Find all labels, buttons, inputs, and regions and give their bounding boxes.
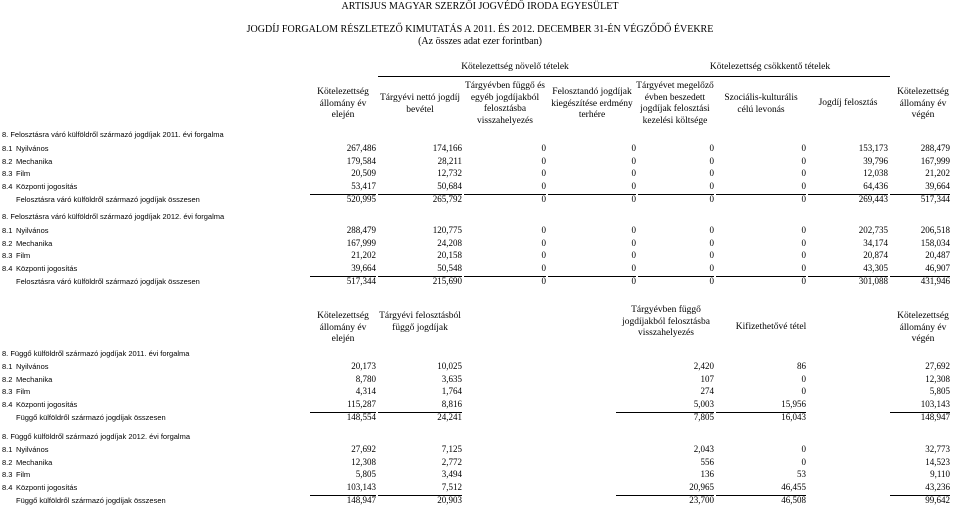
total-cell: 16,043	[781, 412, 806, 423]
total-cell: 0	[541, 276, 546, 287]
row-label: Mechanika	[16, 457, 53, 467]
total-cell: 148,947	[920, 412, 950, 423]
table-cell: 0	[631, 250, 636, 261]
total-cell: 301,088	[858, 276, 888, 287]
table-cell: 0	[709, 168, 714, 179]
table-cell: 0	[801, 143, 806, 153]
total-cell: 265,792	[432, 194, 462, 205]
t2-col-payable-header: Kifizethetővé tétel	[735, 322, 807, 332]
table-cell: 267,486	[346, 143, 376, 153]
table-cell: 12,308	[351, 456, 376, 467]
table-cell: 3,494	[441, 469, 462, 480]
table-cell: 20,158	[437, 250, 462, 261]
table-cell: 28,211	[437, 155, 462, 166]
total-cell: 23,700	[689, 495, 714, 505]
table-cell: 0	[631, 143, 636, 153]
row-code: 8.1	[2, 445, 13, 454]
table-cell: 0	[801, 262, 806, 273]
table-cell: 15,956	[781, 398, 806, 409]
table-cell: 158,034	[920, 237, 950, 248]
table-cell: 34,174	[863, 237, 888, 248]
report-subtitle: (Az összes adat ezer forintban)	[418, 36, 542, 47]
row-code: 8.4	[2, 181, 13, 191]
table-cell: 43,305	[863, 262, 888, 273]
total-cell: 7,805	[693, 412, 714, 423]
row-label: Nyilvános	[16, 226, 49, 235]
table-cell: 20,965	[689, 481, 714, 492]
row-code: 8.3	[2, 470, 13, 480]
table-cell: 0	[631, 225, 636, 235]
total-cell: 0	[709, 276, 714, 287]
table-cell: 46,455	[781, 481, 806, 492]
section-title: 8. Felosztásra váró külföldről származó jogdíjak 2011. évi forgalma	[2, 130, 224, 139]
table-cell: 5,805	[929, 386, 950, 397]
total-cell: 517,344	[920, 194, 950, 205]
total-cell: 20,903	[437, 495, 462, 505]
table-cell: 206,518	[920, 225, 950, 235]
table-cell: 0	[709, 250, 714, 261]
table-cell: 32,773	[925, 444, 950, 454]
row-code: 8.3	[2, 251, 13, 261]
total-label: Felosztásra váró külföldről származó jogdíjak összesen	[16, 195, 200, 205]
table-cell: 115,287	[347, 398, 376, 409]
row-code: 8.3	[2, 169, 13, 179]
table-cell: 20,874	[863, 250, 888, 261]
table-cell: 8,816	[441, 398, 462, 409]
table-cell: 174,166	[432, 143, 462, 153]
total-cell: 0	[631, 276, 636, 287]
table-cell: 39,664	[351, 262, 376, 273]
table-cell: 12,732	[437, 168, 462, 179]
row-code: 8.2	[2, 457, 13, 467]
section-title: 8. Függő külföldről származó jogdíjak 2012. évi forgalma	[2, 432, 191, 441]
table-cell: 0	[709, 180, 714, 191]
group-increase-title: Kötelezettség növelő tételek	[461, 62, 569, 72]
table-cell: 12,038	[863, 168, 888, 179]
total-cell: 148,947	[346, 495, 376, 505]
table-cell: 0	[801, 237, 806, 248]
total-cell: 24,241	[437, 412, 462, 423]
total-cell: 0	[541, 194, 546, 205]
table-cell: 0	[709, 155, 714, 166]
row-label: Nyilvános	[16, 445, 49, 454]
table-cell: 2,420	[693, 361, 714, 371]
total-cell: 148,554	[346, 412, 376, 423]
org-name: ARTISJUS MAGYAR SZERZŐI JOGVÉDŐ IRODA EGYESÜLET	[341, 1, 619, 12]
table-cell: 4,314	[355, 386, 376, 397]
table-cell: 50,548	[437, 262, 462, 273]
t1-col-net-income-header: Tárgyévi nettó jogdíj bevétel	[379, 93, 461, 115]
total-cell: 0	[709, 194, 714, 205]
t1-col-social-header: Szociális-kulturális célú levonás	[724, 93, 798, 115]
table-cell: 0	[801, 444, 806, 454]
row-label: Nyilvános	[16, 144, 49, 153]
table-cell: 0	[709, 262, 714, 273]
row-code: 8.1	[2, 362, 13, 371]
table-cell: 27,692	[925, 361, 950, 371]
section-title: 8. Felosztásra váró külföldről származó jogdíjak 2012. évi forgalma	[2, 212, 225, 221]
row-label: Központi jogosítás	[16, 482, 78, 492]
table-cell: 5,003	[693, 398, 714, 409]
table-cell: 2,772	[441, 456, 462, 467]
table-cell: 288,479	[920, 143, 950, 153]
table-cell: 50,684	[437, 180, 462, 191]
total-cell: 215,690	[432, 276, 462, 287]
row-label: Film	[16, 387, 31, 397]
t1-col-cost-header: Tárgyévet megelőző évben beszedett jogdíjak felosztási kezelési költsége	[636, 81, 714, 126]
table-cell: 3,635	[441, 373, 462, 384]
table-cell: 0	[709, 237, 714, 248]
table-cell: 14,523	[925, 456, 950, 467]
row-code: 8.2	[2, 374, 13, 384]
section-title: 8. Függő külföldről származó jogdíjak 2011. évi forgalma	[2, 349, 190, 358]
table-cell: 21,202	[925, 168, 950, 179]
row-label: Központi jogosítás	[16, 181, 78, 191]
table-cell: 20,509	[351, 168, 376, 179]
total-cell: 431,946	[920, 276, 950, 287]
t2-col-closing-header: Kötelezettség állomány év végén	[897, 311, 949, 344]
t1-col-reinstated-header: Tárgyévben függő és egyéb jogdíjakból felosztásba visszahelyezés	[464, 81, 546, 126]
table-cell: 153,173	[858, 143, 888, 153]
row-code: 8.4	[2, 263, 13, 273]
total-cell: 269,443	[858, 194, 888, 205]
table-cell: 21,202	[351, 250, 376, 261]
table-cell: 5,805	[355, 469, 376, 480]
table-cell: 20,487	[925, 250, 950, 261]
table-cell: 64,436	[863, 180, 888, 191]
table-cell: 0	[541, 262, 546, 273]
table-cell: 24,208	[437, 237, 462, 248]
table-cell: 0	[801, 386, 806, 397]
table-cell: 274	[700, 386, 714, 397]
total-label: Felosztásra váró külföldről származó jogdíjak összesen	[16, 277, 200, 287]
row-label: Mechanika	[16, 238, 53, 248]
group-increase-rule	[378, 76, 636, 77]
row-code: 8.4	[2, 482, 13, 492]
total-cell: 517,344	[346, 276, 376, 287]
row-label: Film	[16, 470, 31, 480]
row-label: Központi jogosítás	[16, 263, 78, 273]
table-cell: 0	[631, 155, 636, 166]
table-cell: 53	[797, 469, 806, 480]
row-label: Mechanika	[16, 374, 53, 384]
table-cell: 0	[801, 180, 806, 191]
row-code: 8.1	[2, 226, 13, 235]
table-cell: 179,584	[346, 155, 376, 166]
total-cell: 46,508	[781, 495, 806, 505]
row-code: 8.1	[2, 144, 13, 153]
table-cell: 103,143	[346, 481, 376, 492]
row-code: 8.3	[2, 387, 13, 397]
table-cell: 120,775	[432, 225, 462, 235]
table-cell: 288,479	[346, 225, 376, 235]
table-cell: 0	[631, 237, 636, 248]
table-cell: 103,143	[920, 398, 950, 409]
table-cell: 167,999	[920, 155, 950, 166]
table-cell: 0	[801, 456, 806, 467]
t1-col-distribution-header: Jogdíj felosztás	[818, 98, 878, 108]
table-cell: 27,692	[351, 444, 376, 454]
table-cell: 39,664	[925, 180, 950, 191]
table-cell: 1,764	[441, 386, 462, 397]
table-cell: 7,125	[441, 444, 462, 454]
table-cell: 556	[700, 456, 714, 467]
row-code: 8.2	[2, 156, 13, 166]
table-cell: 0	[541, 250, 546, 261]
row-label: Film	[16, 251, 31, 261]
row-label: Mechanika	[16, 156, 53, 166]
t2-col-pending-header: Tárgyévi felosztásból függő jogdíjak	[379, 311, 461, 333]
total-label: Függő külföldről származó jogdíjak összesen	[16, 413, 166, 423]
row-code: 8.4	[2, 399, 13, 409]
table-cell: 0	[801, 155, 806, 166]
t1-col-opening-header: Kötelezettség állomány év elején	[317, 87, 369, 120]
row-label: Film	[16, 169, 31, 179]
table-cell: 0	[709, 143, 714, 153]
table-cell: 0	[801, 225, 806, 235]
t1-col-supplement-header: Felosztandó jogdíjak kiegészítése erdmény terhére	[551, 87, 633, 120]
group-decrease-rule	[636, 76, 890, 77]
table-cell: 12,308	[925, 373, 950, 384]
row-code: 8.2	[2, 238, 13, 248]
total-cell: 0	[801, 194, 806, 205]
table-cell: 0	[801, 373, 806, 384]
table-cell: 2,043	[693, 444, 714, 454]
table-cell: 0	[541, 237, 546, 248]
table-cell: 0	[541, 155, 546, 166]
table-cell: 0	[801, 250, 806, 261]
table-cell: 0	[541, 168, 546, 179]
table-cell: 10,025	[437, 361, 462, 371]
table-cell: 0	[541, 143, 546, 153]
table-cell: 8,780	[355, 373, 376, 384]
total-label: Függő külföldről származó jogdíjak összesen	[16, 496, 166, 505]
table-cell: 43,236	[925, 481, 950, 492]
report-title: JOGDÍJ FORGALOM RÉSZLETEZŐ KIMUTATÁS A 2011. ÉS 2012. DECEMBER 31-ÉN VÉGZŐDŐ ÉVEKRE	[246, 24, 714, 35]
t1-col-closing-header: Kötelezettség állomány év végén	[897, 87, 949, 120]
row-label: Nyilvános	[16, 362, 49, 371]
t2-col-reinstated-header: Tárgyévben függő jogdíjakból felosztásba visszahelyezés	[622, 305, 710, 338]
table-cell: 167,999	[346, 237, 376, 248]
table-cell: 7,512	[441, 481, 462, 492]
table-cell: 107	[700, 373, 714, 384]
total-cell: 0	[801, 276, 806, 287]
t2-col-opening-header: Kötelezettség állomány év elején	[317, 311, 369, 344]
table-cell: 0	[631, 168, 636, 179]
table-cell: 0	[801, 168, 806, 179]
table-cell: 0	[541, 225, 546, 235]
table-cell: 9,110	[930, 469, 950, 480]
table-cell: 53,417	[351, 180, 376, 191]
table-cell: 0	[709, 225, 714, 235]
table-cell: 46,907	[925, 262, 950, 273]
table-cell: 86	[797, 361, 806, 371]
table-cell: 20,173	[351, 361, 376, 371]
total-cell: 99,642	[925, 495, 950, 505]
total-cell: 520,995	[346, 194, 376, 205]
row-label: Központi jogosítás	[16, 399, 78, 409]
table-cell: 0	[541, 180, 546, 191]
table-cell: 0	[631, 180, 636, 191]
total-cell: 0	[631, 194, 636, 205]
group-decrease-title: Kötelezettség csökkentő tételek	[709, 62, 831, 72]
table-cell: 0	[631, 262, 636, 273]
table-cell: 136	[700, 469, 714, 480]
table-cell: 202,735	[858, 225, 888, 235]
table-cell: 39,796	[863, 155, 888, 166]
